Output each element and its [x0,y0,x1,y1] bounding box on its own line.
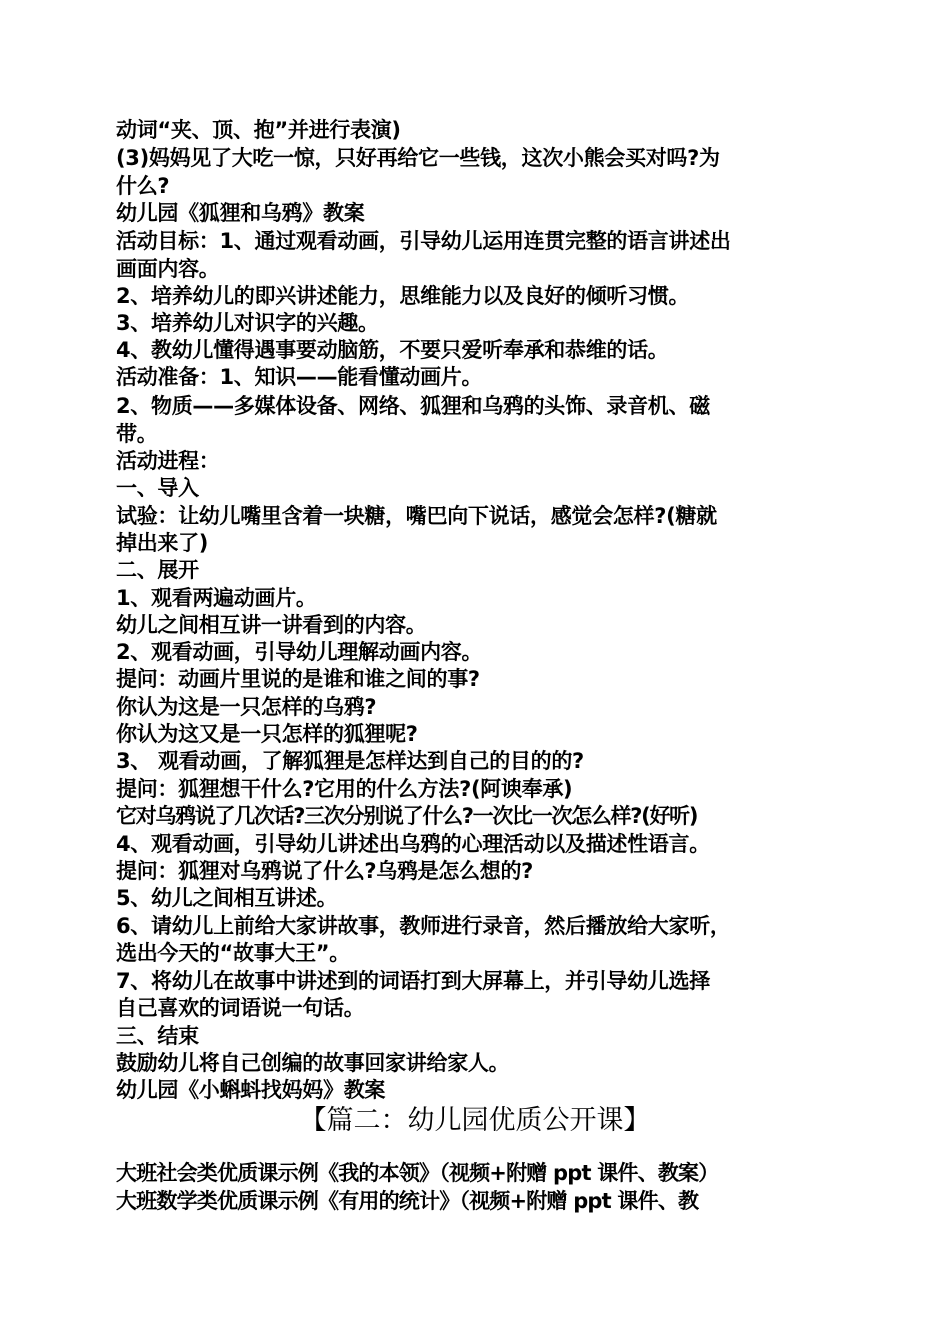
text-line: 带。 [116,422,158,446]
text-line: 3、 观看动画，了解狐狸是怎样达到自己的目的的? [116,749,584,773]
text-line: 活动目标：1、通过观看动画，引导幼儿运用连贯完整的语言讲述出 [116,229,731,253]
text-line: 2、物质——多媒体设备、网络、狐狸和乌鸦的头饰、录音机、磁 [116,394,710,418]
text-line: 2、培养幼儿的即兴讲述能力，思维能力以及良好的倾听习惯。 [116,284,690,308]
text-line: 6、请幼儿上前给大家讲故事，教师进行录音，然后播放给大家听， [116,914,731,938]
text-line: (3)妈妈见了大吃一惊，只好再给它一些钱，这次小熊会买对吗?为 [116,146,720,170]
text-line: 1、观看两遍动画片。 [116,586,317,610]
heading-line: 幼儿园《狐狸和乌鸦》教案 [116,201,365,225]
text-line: 大班数学类优质课示例《有用的统计》（视频+附赠 ppt 课件、教 [116,1189,699,1213]
text-line: 活动准备：1、知识——能看懂动画片。 [116,365,483,389]
text-line: 3、培养幼儿对识字的兴趣。 [116,311,379,335]
text-line: 7、将幼儿在故事中讲述到的词语打到大屏幕上，并引导幼儿选择 [116,969,710,993]
text-line: 动词“夹、顶、抱”并进行表演) [116,118,401,142]
text-line: 提问：狐狸想干什么?它用的什么方法?(阿谀奉承) [116,777,573,801]
text-line: 试验：让幼儿嘴里含着一块糖，嘴巴向下说话，感觉会怎样?(糖就 [116,504,717,528]
text-line: 三、结束 [116,1024,199,1048]
text-line: 4、观看动画，引导幼儿讲述出乌鸦的心理活动以及描述性语言。 [116,832,710,856]
heading-line: 幼儿园《小蝌蚪找妈妈》教案 [116,1078,386,1102]
text-line: 一、导入 [116,476,199,500]
text-line: 4、教幼儿懂得遇事要动脑筋，不要只爱听奉承和恭维的话。 [116,338,669,362]
text-line: 什么? [116,174,170,198]
text-line: 5、幼儿之间相互讲述。 [116,886,338,910]
text-line: 画面内容。 [116,257,220,281]
text-line: 提问：动画片里说的是谁和谁之间的事? [116,667,480,691]
text-line: 活动进程： [116,449,220,473]
section-title: 【篇二：幼儿园优质公开课】 [299,1105,651,1136]
text-line: 你认为这又是一只怎样的狐狸呢? [116,722,418,746]
text-line: 它对乌鸦说了几次话?三次分别说了什么?一次比一次怎么样?(好听) [116,804,698,828]
text-line: 掉出来了) [116,531,209,555]
text-line: 幼儿之间相互讲一讲看到的内容。 [116,613,427,637]
text-line: 2、观看动画，引导幼儿理解动画内容。 [116,640,483,664]
text-line: 二、展开 [116,558,199,582]
text-line: 选出今天的“故事大王”。 [116,941,351,965]
text-line: 你认为这是一只怎样的乌鸦? [116,695,377,719]
text-line: 提问：狐狸对乌鸦说了什么?乌鸦是怎么想的? [116,859,534,883]
text-line: 大班社会类优质课示例《我的本领》（视频+附赠 ppt 课件、教案） [116,1161,719,1185]
text-line: 鼓励幼儿将自己创编的故事回家讲给家人。 [116,1051,510,1075]
text-line: 自己喜欢的词语说一句话。 [116,996,365,1020]
